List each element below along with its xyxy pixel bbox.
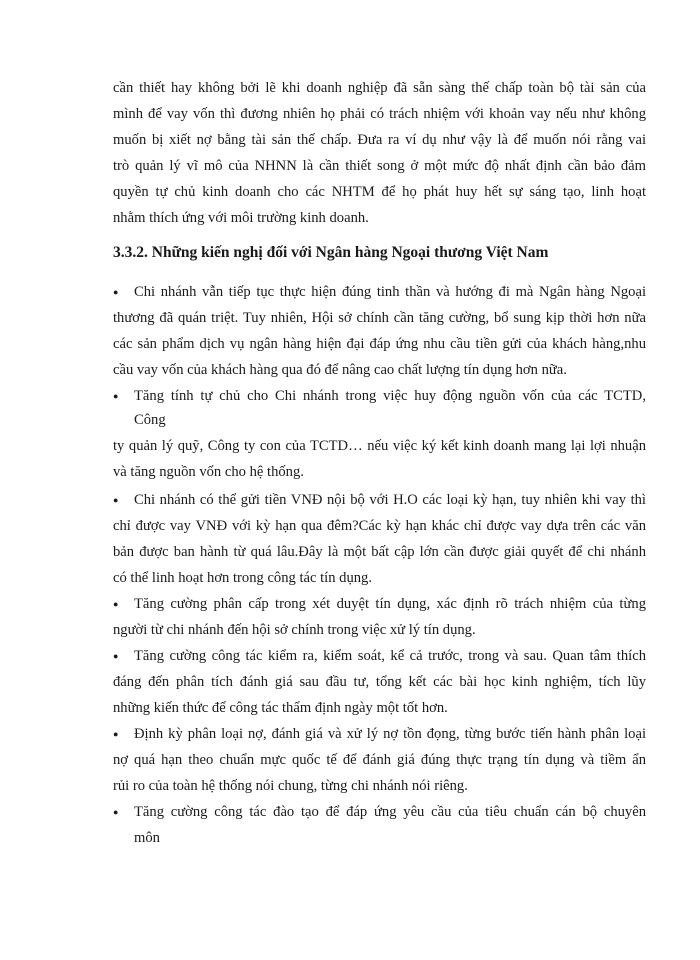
bullet-icon: ● xyxy=(113,599,119,609)
bullet-icon: ● xyxy=(113,287,119,297)
intro-line: nhằm thích ứng với môi trường kinh doanh. xyxy=(113,210,369,226)
bullet-line: Tăng cường công tác đào tạo để đáp ứng yêu cầu của tiêu chuẩn cán bộ chuyên xyxy=(134,804,646,820)
bullet-line: Công xyxy=(134,412,166,428)
bullet-line: ty quản lý quỹ, Công ty con của TCTD… nếu việc ký kết kinh doanh mang lại lợi nhuận xyxy=(113,438,646,454)
bullet-line: thương đã quán triệt. Tuy nhiên, Hội sở chính cần tăng cường, bổ sung kịp thời hơn nữa xyxy=(113,310,646,326)
bullet-line: Tăng tính tự chủ cho Chi nhánh trong việc huy động nguồn vốn của các TCTD, xyxy=(134,388,646,404)
bullet-line: Chi nhánh vẫn tiếp tục thực hiện đúng tinh thần và hướng đi mà Ngân hàng Ngoại xyxy=(134,284,646,300)
intro-line: mình để vay vốn thì đương nhiên họ phải có trách nhiệm với khoản vay nếu như không xyxy=(113,106,646,122)
intro-line: quyền tự chủ kinh doanh cho các NHTM để họ phát huy hết sự sáng tạo, linh hoạt xyxy=(113,184,646,200)
bullet-line: Định kỳ phân loại nợ, đánh giá và xử lý nợ tồn đọng, từng bước tiến hành phân loại xyxy=(134,726,646,742)
section-heading: 3.3.2. Những kiến nghị đối với Ngân hàng Ngoại thương Việt Nam xyxy=(113,244,549,261)
bullet-line: có thể linh hoạt hơn trong công tác tín dụng. xyxy=(113,570,373,586)
bullet-icon: ● xyxy=(113,495,119,505)
bullet-line: Tăng cường công tác kiểm ra, kiểm soát, kể cả trước, trong và sau. Quan tâm thích xyxy=(134,648,646,664)
bullet-line: và tăng nguồn vốn cho hệ thống. xyxy=(113,464,304,480)
bullet-line: nợ quá hạn theo chuẩn mực quốc tế để đánh giá đúng thực trạng tín dụng và tiềm ẩn xyxy=(113,752,646,768)
bullet-line: Tăng cường phân cấp trong xét duyệt tín dụng, xác định rõ trách nhiệm của từng xyxy=(134,596,646,612)
bullet-line: môn xyxy=(134,830,160,846)
bullet-icon: ● xyxy=(113,391,119,401)
bullet-line: cầu vay vốn của khách hàng qua đó để nâng cao chất lượng tín dụng hơn nữa. xyxy=(113,362,567,378)
bullet-icon: ● xyxy=(113,651,119,661)
intro-line: trò quản lý vĩ mô của NHNN là cần thiết song ở một mức độ nhất định cần bảo đảm xyxy=(113,158,646,174)
intro-line: muốn bị xiết nợ bằng tài sản thế chấp. Đưa ra ví dụ như vậy là để muốn nói rằng vai xyxy=(113,132,646,148)
bullet-line: các sản phẩm dịch vụ ngân hàng hiện đại đáp ứng nhu cầu tiền gửi của khách hàng,nhu xyxy=(113,336,646,352)
bullet-line: bản được ban hành từ quá lâu.Đây là một bất cập lớn cần được giải quyết để chi nhánh xyxy=(113,544,646,560)
bullet-line: chỉ được vay VNĐ với kỳ hạn qua đêm?Các kỳ hạn khác chỉ được vay dựa trên các văn xyxy=(113,518,646,534)
bullet-line: đáng đến phân tích đánh giá sau đầu tư, tổng kết các bài học kinh nghiệm, tích lũy xyxy=(113,674,646,690)
bullet-line: người từ chi nhánh đến hội sở chính trong việc xử lý tín dụng. xyxy=(113,622,476,638)
bullet-line: những kiến thức để công tác thẩm định ngày một tốt hơn. xyxy=(113,700,448,716)
bullet-icon: ● xyxy=(113,807,119,817)
intro-line: cần thiết hay không bởi lẽ khi doanh nghiệp đã sẵn sàng thế chấp toàn bộ tài sản của xyxy=(113,80,646,96)
bullet-icon: ● xyxy=(113,729,119,739)
bullet-line: Chi nhánh có thể gửi tiền VNĐ nội bộ với H.O các loại kỳ hạn, tuy nhiên khi vay thì xyxy=(134,492,646,508)
bullet-line: rủi ro của toàn hệ thống nói chung, từng chi nhánh nói riêng. xyxy=(113,778,468,794)
